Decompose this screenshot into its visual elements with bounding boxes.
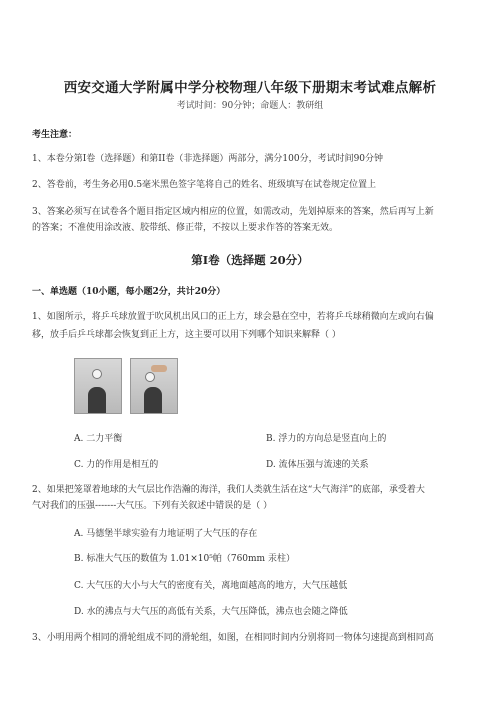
exam-info: 考试时间：90分钟；命题人：教研组 bbox=[176, 101, 324, 111]
notice-item-3: 3、答案必须写在试卷各个题目指定区域内相应的位置，如需改动，先划掉原来的答案，然后再写上新 bbox=[32, 207, 434, 217]
question-2-option-a[interactable]: A. 马德堡半球实验有力地证明了大气压的存在 bbox=[74, 529, 258, 539]
question-1-option-c[interactable]: C. 力的作用是相互的 bbox=[74, 460, 159, 470]
part-title: 一、单选题（10小题，每小题2分，共计20分） bbox=[32, 287, 226, 297]
question-1-option-a[interactable]: A. 二力平衡 bbox=[74, 434, 123, 444]
question-2-line-1: 2、如果把笼罩着地球的大气层比作浩瀚的海洋，我们人类就生活在这“大气海洋”的底部，承受着大 bbox=[32, 485, 425, 495]
question-2-line-2: 气对我们的压强-------大气压。下列有关叙述中错误的是（ ） bbox=[32, 501, 273, 511]
question-3-line-1: 3、小明用两个相同的滑轮组成不同的滑轮组，如图，在相同时间内分别将同一物体匀速提高到相同高 bbox=[32, 633, 434, 643]
question-2-option-c[interactable]: C. 大气压的大小与大气的密度有关，离地面越高的地方，大气压越低 bbox=[74, 581, 348, 591]
question-2-option-b[interactable]: B. 标准大气压的数值为 1.01×10⁵帕（760mm 汞柱） bbox=[74, 554, 295, 564]
notice-item-1: 1、本卷分第I卷（选择题）和第II卷（非选择题）两部分，满分100分，考试时间90分钟 bbox=[32, 154, 384, 164]
question-2-option-d[interactable]: D. 水的沸点与大气压的高低有关系，大气压降低，沸点也会随之降低 bbox=[74, 607, 348, 617]
question-1-line-1: 1、如图所示，将乒乓球放置于吹风机出风口的正上方，球会悬在空中，若将乒乓球稍微向左或向右偏 bbox=[32, 312, 434, 322]
question-1-option-d[interactable]: D. 流体压强与流速的关系 bbox=[266, 460, 369, 470]
hair-dryer-photo-2 bbox=[130, 358, 178, 414]
question-1-figure bbox=[74, 358, 180, 412]
notice-item-3-cont: 的答案；不准使用涂改液、胶带纸、修正带，不按以上要求作答的答案无效。 bbox=[32, 223, 339, 233]
page-title: 西安交通大学附属中学分校物理八年级下册期末考试难点解析 bbox=[63, 80, 437, 96]
hair-dryer-photo-1 bbox=[74, 358, 122, 414]
section-title: 第I卷（选择题 20分） bbox=[191, 253, 309, 267]
question-1-line-2: 移，放手后乒乓球都会恢复到正上方，这主要可以用下列哪个知识来解释（ ） bbox=[32, 330, 341, 340]
notice-heading: 考生注意： bbox=[32, 130, 78, 140]
notice-item-2: 2、答卷前，考生务必用0.5毫米黑色签字笔将自己的姓名、班级填写在试卷规定位置上 bbox=[32, 180, 377, 190]
question-1-option-b[interactable]: B. 浮力的方向总是竖直向上的 bbox=[266, 434, 387, 444]
